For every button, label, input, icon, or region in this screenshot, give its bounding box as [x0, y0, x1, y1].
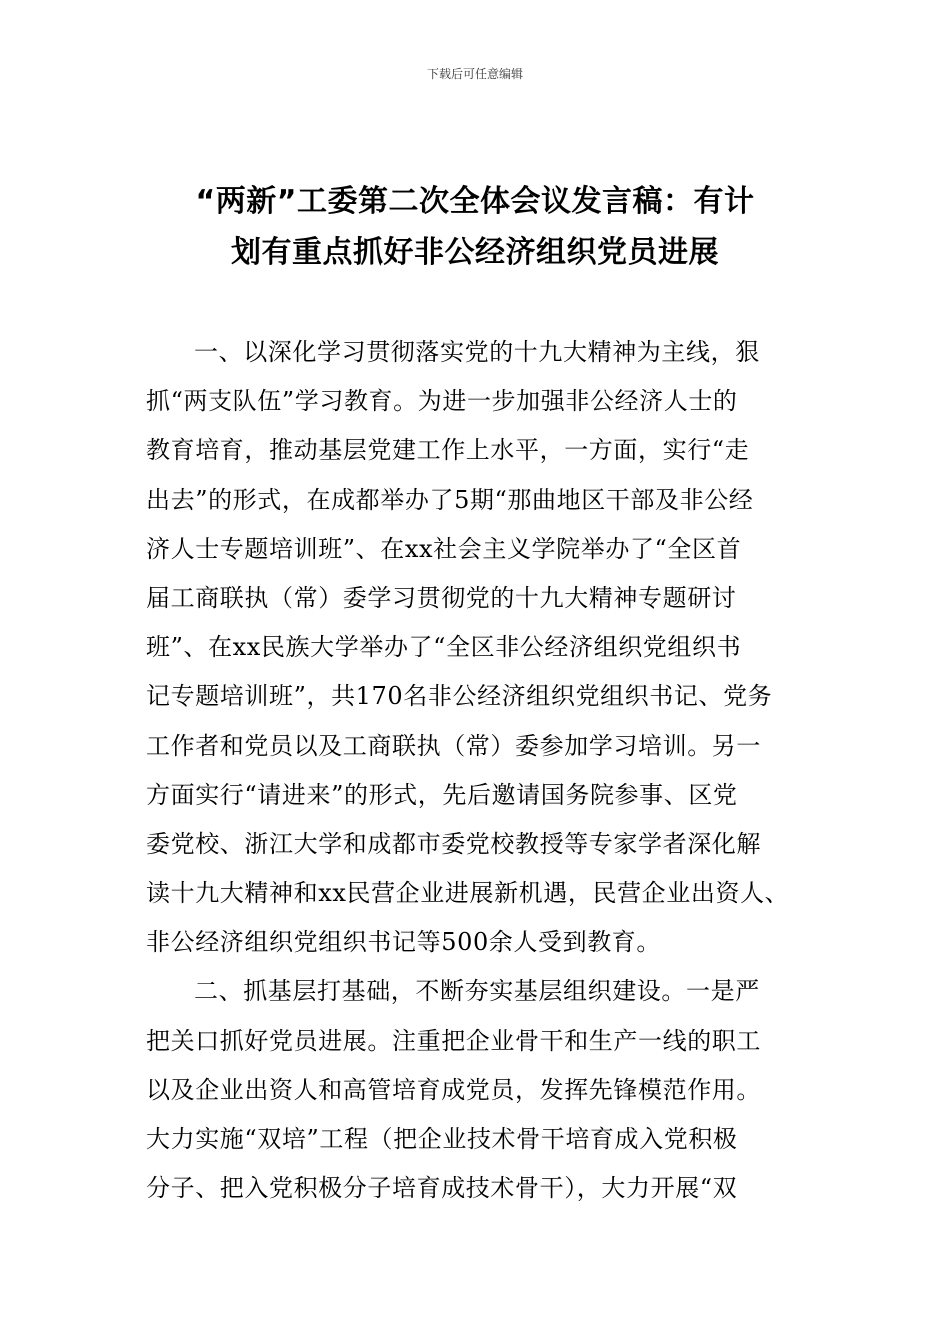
paragraph-1-line: 非公经济组织党组织书记等500余人受到教育。 — [146, 928, 662, 957]
paragraph-2-line: 分子、把入党积极分子培育成技术骨干），大力开展“双 — [146, 1174, 738, 1203]
header-note: 下载后可任意编辑 — [426, 67, 523, 81]
paragraph-2-line: 大力实施“双培”工程（把企业技术骨干培育成入党积极 — [146, 1125, 738, 1153]
paragraph-1-line: 读十九大精神和xx民营企业进展新机遇，民营企业出资人、 — [146, 879, 790, 908]
body-text — [146, 328, 826, 1213]
title-line-1: “两新”工委第二次全体会议发言稿：有计 — [195, 184, 755, 219]
paragraph-1-line: 济人士专题培训班”、在xx社会主义学院举办了“全区首 — [146, 534, 742, 563]
paragraph-1-line: 抓“两支队伍”学习教育。为进一步加强非公经济人士的 — [146, 387, 738, 416]
paragraph-1-line: 方面实行“请进来”的形式，先后邀请国务院参事、区党 — [146, 780, 738, 809]
paragraph-1-line: 班”、在xx民族大学举办了“全区非公经济组织党组织书 — [146, 633, 742, 662]
paragraph-2-line: 二、抓基层打基础，不断夯实基层组织建设。一是严 — [194, 977, 760, 1006]
title-line-2: 划有重点抓好非公经济组织党员进展 — [231, 235, 719, 270]
document-title — [130, 176, 820, 278]
paragraph-2-line: 把关口抓好党员进展。注重把企业骨干和生产一线的职工 — [146, 1026, 761, 1055]
paragraph-1-line: 出去”的形式，在成都举办了5期“那曲地区干部及非公经 — [146, 485, 754, 514]
paragraph-1-line: 届工商联执（常）委学习贯彻党的十九大精神专题研讨 — [146, 583, 737, 612]
paragraph-1-line: 记专题培训班”，共170名非公经济组织党组织书记、党务 — [146, 682, 773, 711]
paragraph-1-line: 一、以深化学习贯彻落实党的十九大精神为主线，狠 — [194, 338, 760, 366]
paragraph-1-line: 教育培育，推动基层党建工作上水平，一方面，实行“走 — [146, 436, 750, 465]
paragraph-2-line: 以及企业出资人和高管培育成党员，发挥先锋模范作用。 — [146, 1075, 761, 1104]
paragraph-1-line: 委党校、浙江大学和成都市委党校教授等专家学者深化解 — [146, 829, 761, 858]
paragraph-1-line: 工作者和党员以及工商联执（常）委参加学习培训。另一 — [146, 731, 761, 760]
